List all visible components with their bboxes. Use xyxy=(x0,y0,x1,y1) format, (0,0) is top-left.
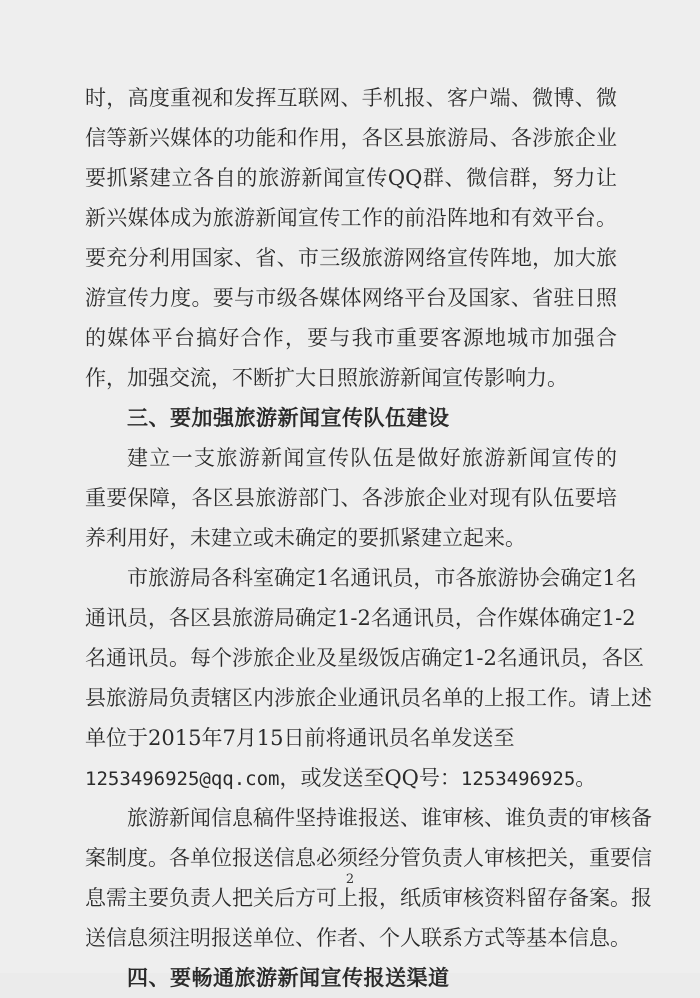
body-line: 建立一支旅游新闻宣传队伍是做好旅游新闻宣传的 xyxy=(127,446,617,470)
body-line: 养利用好，未建立或未确定的要抓紧建立起来。 xyxy=(85,526,526,550)
section-heading-3: 三、要加强旅游新闻宣传队伍建设 xyxy=(127,405,450,430)
contact-email: 1253496925@qq.com xyxy=(85,768,280,790)
body-line: 游宣传力度。要与市级各媒体网络平台及国家、省驻日照 xyxy=(85,286,617,310)
body-line: 新兴媒体成为旅游新闻宣传工作的前沿阵地和有效平台。 xyxy=(85,206,617,230)
body-line: 息需主要负责人把关后方可上报，纸质审核资料留存备案。报 xyxy=(85,886,652,910)
body-line: 的媒体平台搞好合作，要与我市重要客源地城市加强合 xyxy=(85,326,617,350)
contact-line xyxy=(85,758,617,798)
contact-end: 。 xyxy=(575,766,597,790)
body-line: 单位于2015年7月15日前将通讯员名单发送至 xyxy=(85,726,515,750)
body-line: 市旅游局各科室确定1名通讯员，市各旅游协会确定1名 xyxy=(127,566,637,590)
body-line: 通讯员，各区县旅游局确定1-2名通讯员，合作媒体确定1-2 xyxy=(85,606,636,630)
body-line: 送信息须注明报送单位、作者、个人联系方式等基本信息。 xyxy=(85,926,631,950)
contact-qq: 1253496925 xyxy=(460,768,576,790)
document-body xyxy=(85,78,652,998)
body-line: 案制度。各单位报送信息必须经分管负责人审核把关，重要信 xyxy=(85,846,652,870)
body-line: 时，高度重视和发挥互联网、手机报、客户端、微博、微 xyxy=(85,86,617,110)
body-line: 重要保障，各区县旅游部门、各涉旅企业对现有队伍要培 xyxy=(85,486,617,510)
contact-middle-text: ，或发送至QQ号： xyxy=(279,766,461,790)
page-number: 2 xyxy=(345,872,355,887)
body-line: 要抓紧建立各自的旅游新闻宣传QQ群、微信群，努力让 xyxy=(85,166,617,190)
section-heading-4: 四、要畅通旅游新闻宣传报送渠道 xyxy=(127,965,450,990)
body-line: 旅游新闻信息稿件坚持谁报送、谁审核、谁负责的审核备 xyxy=(127,806,652,830)
body-line: 信等新兴媒体的功能和作用，各区县旅游局、各涉旅企业 xyxy=(85,126,617,150)
body-line: 要充分利用国家、省、市三级旅游网络宣传阵地，加大旅 xyxy=(85,246,617,270)
body-line: 作，加强交流，不断扩大日照旅游新闻宣传影响力。 xyxy=(85,366,568,390)
body-line: 县旅游局负责辖区内涉旅企业通讯员名单的上报工作。请上述 xyxy=(85,686,652,710)
body-line: 名通讯员。每个涉旅企业及星级饭店确定1-2名通讯员，各区 xyxy=(85,646,644,670)
